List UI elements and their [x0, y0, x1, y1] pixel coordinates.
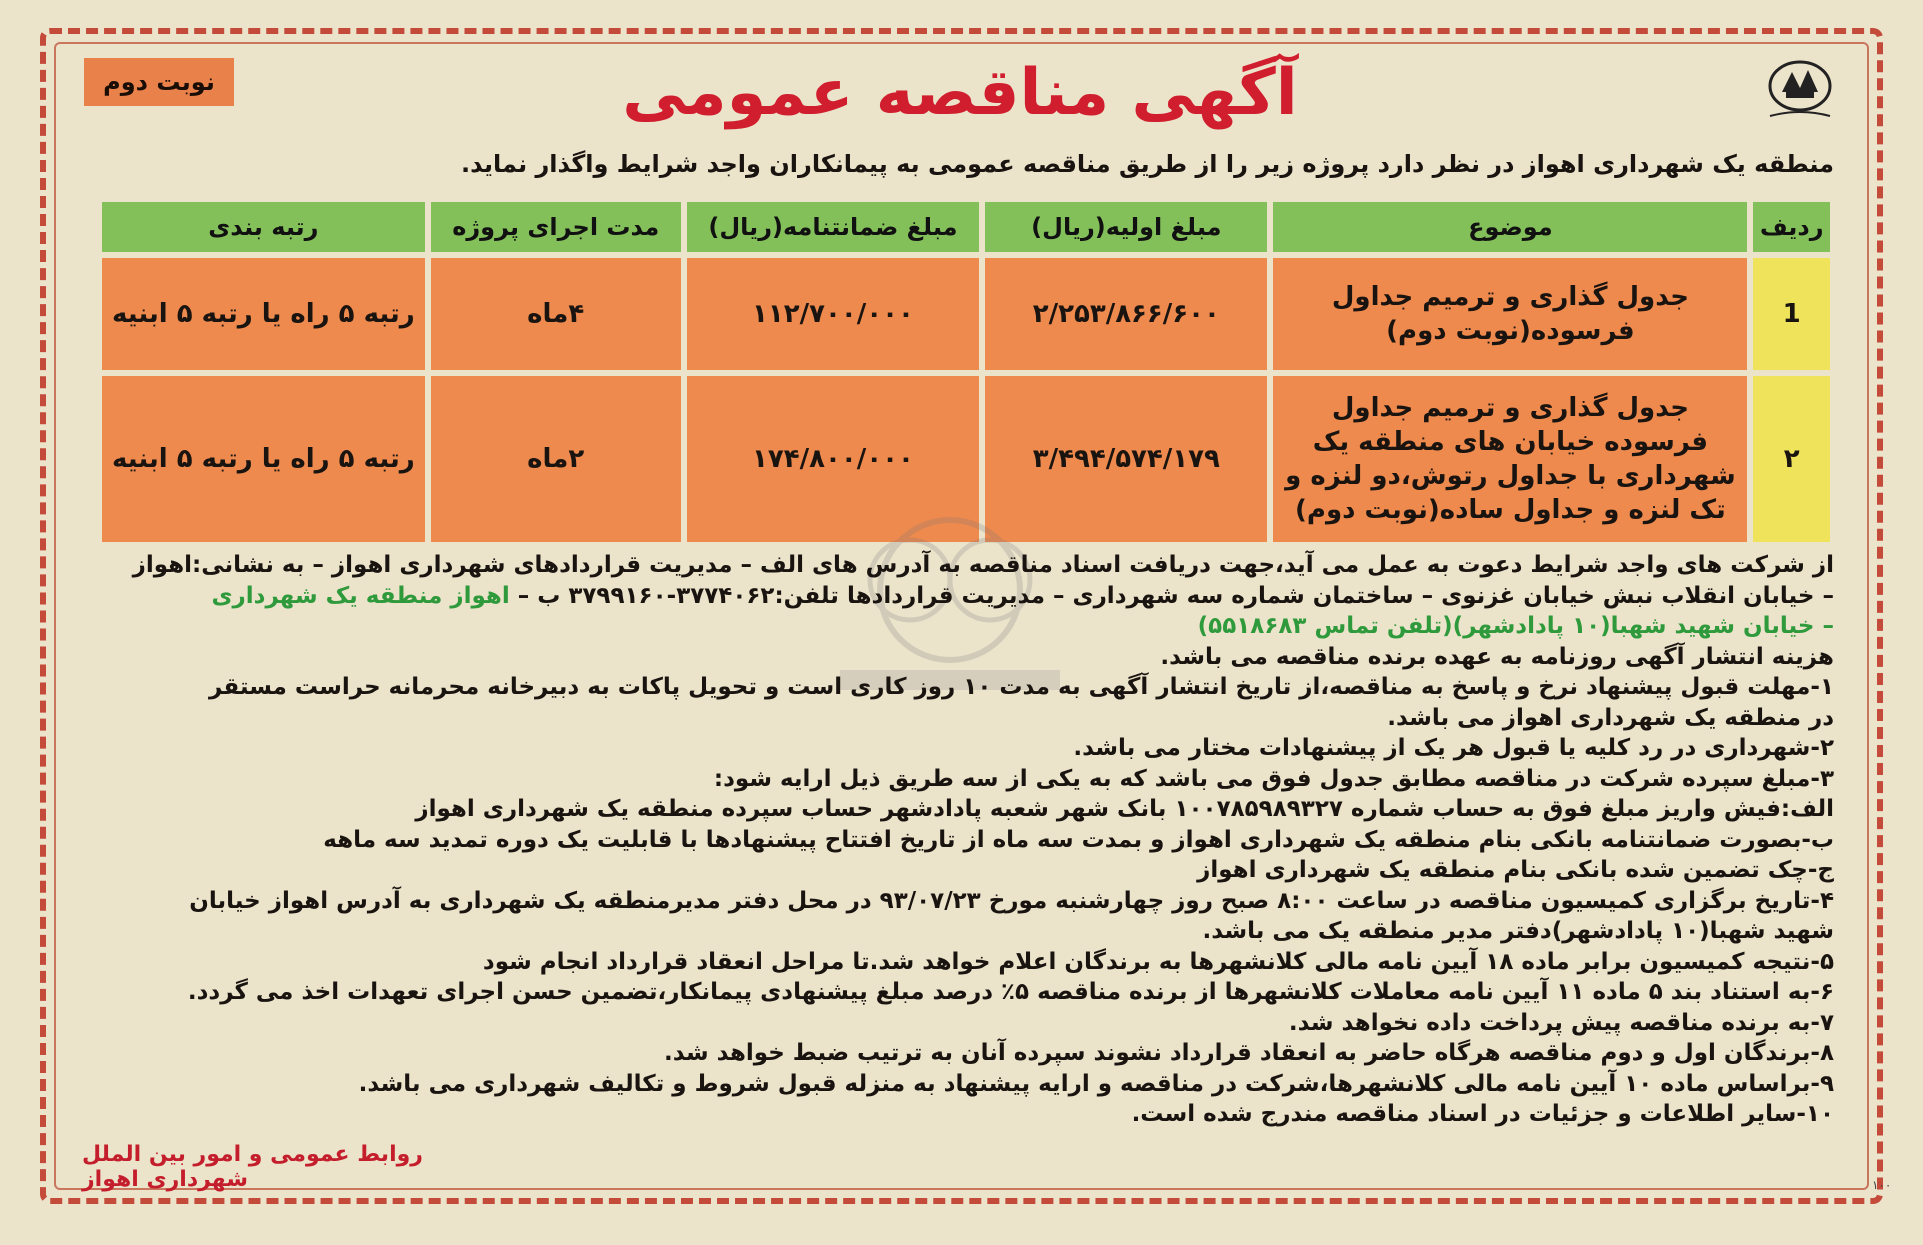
body-line-highlight: – خیابان شهید شهبا(۱۰ پادادشهر)(تلفن تماس ۵۵۱۸۶۸۳) [1197, 613, 1834, 639]
page-number: ۱۰۰ [1872, 1178, 1892, 1192]
tender-table [96, 196, 1836, 548]
body-line: ۵-نتیجه کمیسیون برابر ماده ۱۸ آیین نامه مالی کلانشهرها به برندگان اعلام خواهد شد.تا مراحل انعقاد قرارداد انجام شود [482, 948, 1834, 975]
body-line: هزینه انتشار آگهی روزنامه به عهده برنده مناقصه می باشد. [1160, 643, 1834, 670]
intro-text: منطقه یک شهرداری اهواز در نظر دارد پروژه زیر را از طریق مناقصه عمومی به پیمانکاران واجد شرایط واگذار نماید. [460, 150, 1834, 178]
page-title: آگهی مناقصه عمومی [622, 56, 1298, 130]
body-line: از شرکت های واجد شرایط دعوت به عمل می آید،جهت دریافت اسناد مناقصه به آدرس های الف – مدیریت قراردادهای شهرداری اهواز – به نشانی:اهواز [132, 552, 1834, 578]
row-number: ۲ [1753, 376, 1830, 542]
header-initial-amount: مبلغ اولیه(ریال) [985, 202, 1267, 252]
header-subject: موضوع [1273, 202, 1747, 252]
municipality-logo-icon [1752, 58, 1848, 124]
row-guarantee-amount: ۱۷۴/۸۰۰/۰۰۰ [687, 376, 979, 542]
row-initial-amount: ۳/۴۹۴/۵۷۴/۱۷۹ [985, 376, 1267, 542]
table-row [102, 376, 1830, 542]
row-grade: رتبه ۵ راه یا رتبه ۵ ابنیه [102, 376, 425, 542]
announcement-body [90, 550, 1834, 1130]
body-line-highlight: اهواز منطقه یک شهرداری [211, 582, 510, 609]
body-line: ج-چک تضمین شده بانکی بنام منطقه یک شهرداری اهواز [1197, 857, 1834, 883]
header-row-number: ردیف [1753, 202, 1830, 252]
row-duration: ۴ماه [431, 258, 681, 370]
body-line: ۶-به استناد بند ۵ ماده ۱۱ آیین نامه معاملات کلانشهرها از برنده مناقصه ۵٪ درصد مبلغ پیشنهادی پیمانکار،تضمین حسن اجرای تعهدات اخذ می گردد. [187, 979, 1834, 1005]
body-line: ب-بصورت ضمانتنامه بانکی بنام منطقه یک شهرداری اهواز و بمدت سه ماه از تاریخ افتتاح پیشنهادها با قابلیت یک دوره تمدید سه ماهه [323, 826, 1834, 853]
body-line [90, 581, 1834, 612]
body-line: ۴-تاریخ برگزاری کمیسیون مناقصه در ساعت ۸:۰۰ صبح روز چهارشنبه مورخ ۹۳/۰۷/۲۳ در محل دفتر مدیرمنطقه یک شهرداری به آدرس اهواز خیابان [189, 887, 1834, 914]
round-badge: نوبت دوم [84, 58, 234, 106]
header-guarantee-amount: مبلغ ضمانتنامه(ریال) [687, 202, 979, 252]
body-line: ۳-مبلغ سپرده شرکت در مناقصه مطابق جدول فوق می باشد که به یکی از سه طریق ذیل ارایه شود: [713, 765, 1834, 792]
body-line: ۱۰-سایر اطلاعات و جزئیات در اسناد مناقصه مندرج شده است. [1131, 1101, 1834, 1127]
row-duration: ۲ماه [431, 376, 681, 542]
body-line: ۸-برندگان اول و دوم مناقصه هرگاه حاضر به انعقاد قرارداد نشوند سپرده آنان به ترتیب ضبط خواهد شد. [664, 1040, 1834, 1066]
body-line: الف:فیش واریز مبلغ فوق به حساب شماره ۱۰۰۷۸۵۹۸۹۳۲۷ بانک شهر شعبه پادادشهر حساب سپرده منطقه یک شهرداری اهواز [415, 796, 1834, 822]
body-line-part: – خیابان انقلاب نبش خیابان غزنوی – ساختمان شماره سه شهرداری – مدیریت قراردادها تلفن:۳۷۷۴۰۶۲-۳۷۹۹۱۶۰ ب – [509, 582, 1834, 609]
body-line: ۹-براساس ماده ۱۰ آیین نامه مالی کلانشهرها،شرکت در مناقصه و ارایه پیشنهاد به منزله قبول شروط و تکالیف شهرداری می باشد. [358, 1070, 1834, 1097]
body-line: شهید شهبا(۱۰ پادادشهر)دفتر مدیر منطقه یک می باشد. [1202, 918, 1834, 944]
row-number: 1 [1753, 258, 1830, 370]
table-row [102, 258, 1830, 370]
body-line: در منطقه یک شهرداری اهواز می باشد. [1387, 704, 1834, 731]
body-line: ۲-شهرداری در رد کلیه یا قبول هر یک از پیشنهادات مختار می باشد. [1073, 735, 1834, 761]
header-duration: مدت اجرای پروژه [431, 202, 681, 252]
signature: روابط عمومی و امور بین الملل شهرداری اهواز [82, 1142, 423, 1192]
body-line: ۷-به برنده مناقصه پیش پرداخت داده نخواهد شد. [1288, 1009, 1834, 1036]
table-header-row [102, 202, 1830, 252]
row-subject: جدول گذاری و ترمیم جداول فرسوده خیابان های منطقه یک شهرداری با جداول رتوش،دو لنزه و تک لنزه و جداول ساده(نوبت دوم) [1273, 376, 1747, 542]
body-line: ۱-مهلت قبول پیشنهاد نرخ و پاسخ به مناقصه،از تاریخ انتشار آگهی به مدت ۱۰ روز کاری است و تحویل پاکات به دبیرخانه محرمانه حراست مستقر [209, 674, 1834, 700]
row-guarantee-amount: ۱۱۲/۷۰۰/۰۰۰ [687, 258, 979, 370]
header-grade: رتبه بندی [102, 202, 425, 252]
row-initial-amount: ۲/۲۵۳/۸۶۶/۶۰۰ [985, 258, 1267, 370]
row-grade: رتبه ۵ راه یا رتبه ۵ ابنیه [102, 258, 425, 370]
row-subject: جدول گذاری و ترمیم جداول فرسوده(نوبت دوم) [1273, 258, 1747, 370]
